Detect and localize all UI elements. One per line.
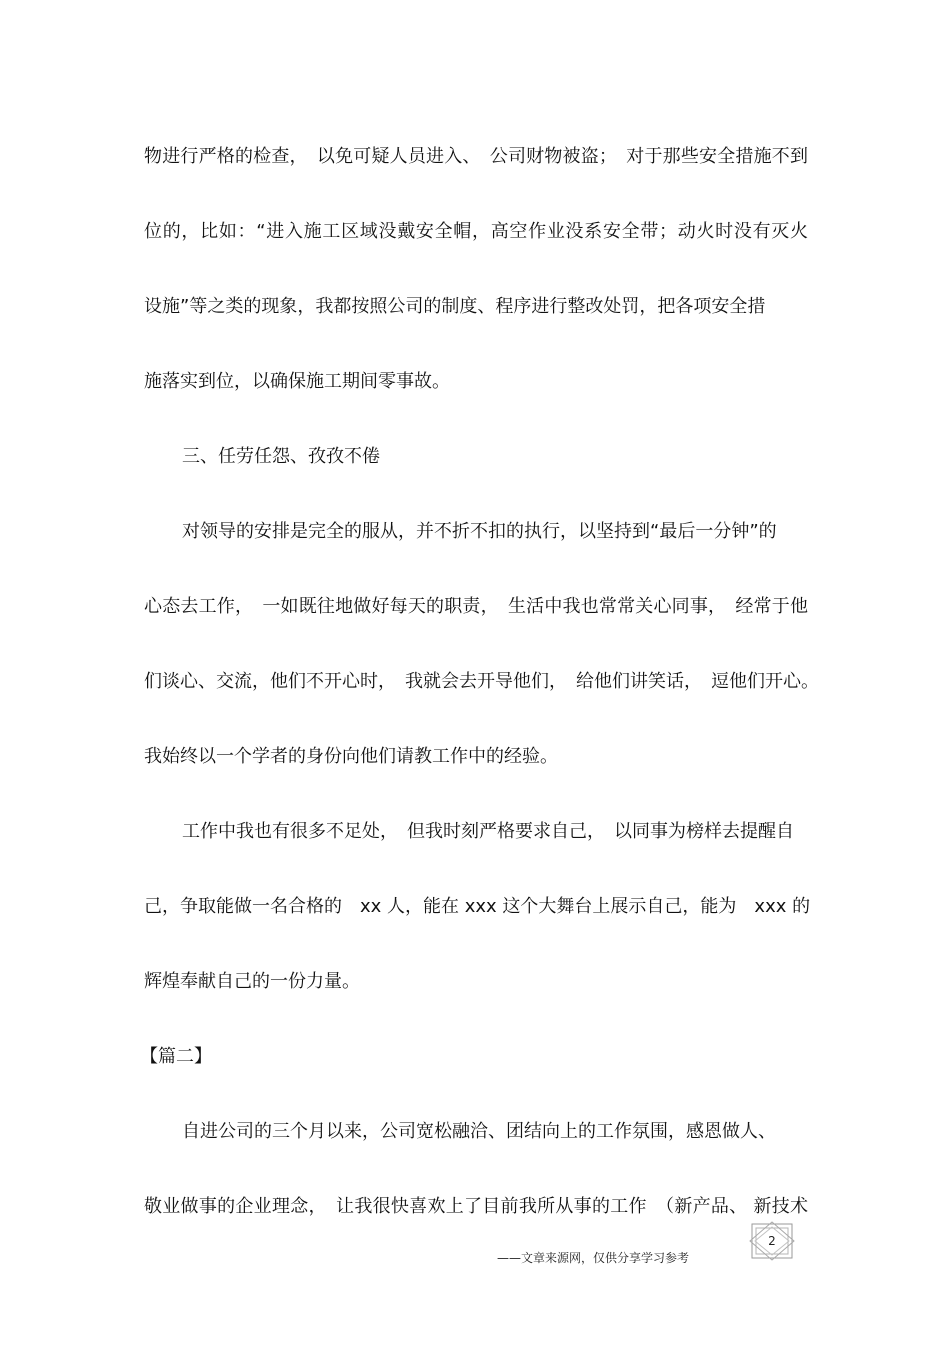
body-line-4: 施落实到位，以确保施工期间零事故。 xyxy=(144,371,450,392)
body-line-3: 设施”等之类的现象，我都按照公司的制度、程序进行整改处罚，把各项安全措 xyxy=(144,296,766,317)
body-line-14: 自进公司的三个月以来，公司宽松融洽、团结向上的工作氛围，感恩做人、 xyxy=(182,1121,776,1142)
body-line-2: 位的，比如：“进入施工区域没戴安全帽，高空作业没系安全带；动火时没有灭火 xyxy=(144,221,808,242)
body-line-10: 工作中我也有很多不足处， 但我时刻严格要求自己， 以同事为榜样去提醒自 xyxy=(182,821,794,842)
body-line-15: 敬业做事的企业理念， 让我很快喜欢上了目前我所从事的工作 （新产品、 新技术 xyxy=(144,1196,808,1217)
body-line-8: 们谈心、交流，他们不开心时， 我就会去开导他们， 给他们讲笑话， 逗他们开心。 xyxy=(144,671,819,692)
part-heading: 【篇二】 xyxy=(140,1046,212,1067)
body-line-11: 己，争取能做一名合格的 xx 人，能在 xxx 这个大舞台上展示自己，能为 xxx 的 xyxy=(144,896,811,917)
body-line-6: 对领导的安排是完全的服从，并不折不扣的执行，以坚持到“最后一分钟”的 xyxy=(182,521,777,542)
page-number-badge xyxy=(749,1221,795,1261)
body-line-7: 心态去工作， 一如既往地做好每天的职责， 生活中我也常常关心同事， 经常于他 xyxy=(144,596,808,617)
body-line-9: 我始终以一个学者的身份向他们请教工作中的经验。 xyxy=(144,746,558,767)
page-number: 2 xyxy=(768,1234,776,1248)
section-heading: 三、任劳任怨、孜孜不倦 xyxy=(182,446,380,467)
body-line-1: 物进行严格的检查， 以免可疑人员进入、 公司财物被盗； 对于那些安全措施不到 xyxy=(144,146,808,167)
footer-source-note: ——文章来源网，仅供分享学习参考 xyxy=(497,1251,690,1265)
body-line-12: 辉煌奉献自己的一份力量。 xyxy=(144,971,360,992)
